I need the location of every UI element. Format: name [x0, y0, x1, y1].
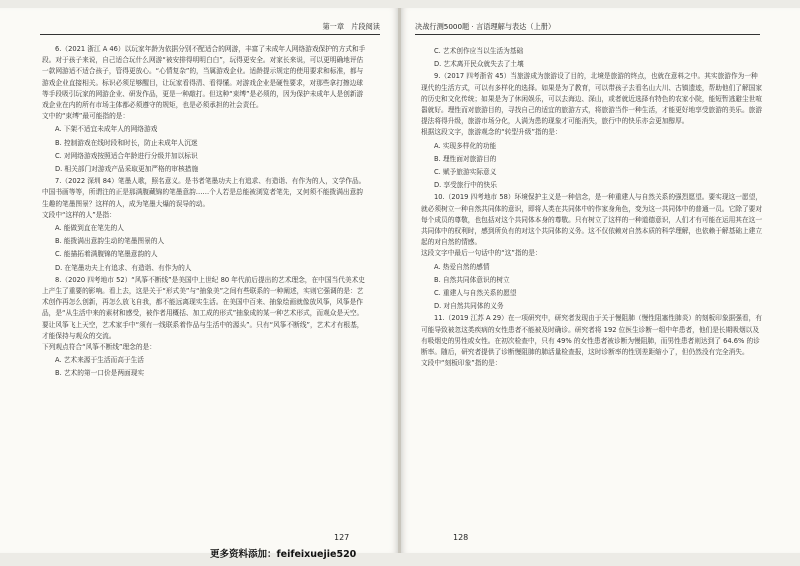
page-body — [42, 44, 366, 381]
answer-option: B. 理性面对旅游目的 — [434, 154, 497, 163]
left-page — [0, 8, 398, 553]
question-paragraph: 6.（2021 浙江 A 46）以玩家年龄为依据分别不配适合的网游，丰富了未成年人网络游戏保护的方式和手段。对于孩子来说，自己适合玩什么网游“被安排得明明白白”，玩得更安全。对家长来说，可以更明确地评估一款网游适不适合孩子，管得更放心。“心情复杂”的，当属游戏企业。适龄提示规定的使用要求和标准，都与游戏企业直接相关。标识必须足够醒目，让玩家看得清、看得懂。对游戏企业是硬性要求，对那些拿打擦边球等手段吸引玩家的网游企业、研发作品，更是一种敲打。但这种“束缚”是必须的，因为保护未成年人是创新游戏企业在内的所有市场主体都必须遵守的规矩，也是必须承担的社会责任。 — [42, 45, 366, 110]
question-prompt: 文中的“束缚”最可能指的是： — [42, 112, 130, 121]
answer-option: A. 实现多样化的功能 — [434, 141, 497, 150]
answer-option: C. 能描拓着满腹锦的笔墨意韵的人 — [55, 250, 158, 259]
page-number: 127 — [334, 533, 350, 542]
page-number: 128 — [453, 533, 469, 542]
answer-option: D. 对自然共同体的义务 — [434, 302, 504, 311]
answer-option: A. 艺术来源于生活而高于生活 — [55, 356, 144, 365]
question-prompt: 下列观点符合“风筝不断线”理念的是： — [42, 343, 156, 352]
answer-option: B. 自然共同体意识的树立 — [434, 275, 510, 284]
question-prompt: 根据这段文字，旅游观念的“转型升级”指的是： — [421, 128, 562, 137]
running-header: 决战行测5000题 · 言语理解与表达（上册） — [415, 20, 760, 35]
answer-option: D. 享受旅行中的快乐 — [434, 181, 497, 190]
answer-option: B. 能拨满出意韵生动的笔墨图景的人 — [55, 237, 165, 246]
question-prompt: 这段文字中最后一句话中的“这”指的是： — [421, 249, 542, 258]
right-page — [401, 8, 800, 553]
page-body — [421, 44, 763, 369]
answer-option: A. 能做到直在笔先的人 — [55, 224, 124, 233]
answer-option: D. 相关部门对游戏产品采取更加严格的审核措施 — [55, 165, 199, 174]
answer-option: D. 在笔墨功夫上有追求、有造诣、有作为的人 — [55, 263, 192, 272]
answer-option: A. 下架不适宜未成年人的网络游戏 — [55, 125, 158, 134]
answer-option: D. 艺术离开民众就失去了土壤 — [434, 60, 524, 69]
footer-watermark-text: 更多资料添加：feifeixuejie520 — [210, 549, 357, 560]
question-paragraph: 11.（2019 江苏 A 29）在一项研究中，研究者发现由于关于慢阻肺（慢性阻塞性肺炎）的刻板印象据强看，有可能导致被忽这类疾病的女性患者不能被及时确诊。研究者将 192 位医生诊断一组中年患者，他们是长期吸烟以及有吸烟史的男性或女性。在初次检查中，只有 49% 的女性患者被诊断为慢阻肺，而男性患者则达到了 64.6% 的诊断率。随后，研究者提供了诊断慢阻肺的肺活量检查报，这时诊断率的性别差距缩小了，但仍然没有完全消失。 — [421, 314, 762, 357]
question-paragraph: 9.（2017 四考浙省 45）当旅游成为旅游设了目的，北境是旅游的终点，也就在意料之中。其实旅游作为一种现代的生活方式，可以有多样化的选择。如果是为了教育，可以带孩子去看名山大川、古镇遗迹，帮助他们了解国家的历史和文化传统；如果是为了休闲娱乐，可以去海边、深山，或者就近选择有特色的农家小院，能短暂逃避尘世喧嚣就好。理性而对旅游目的，寻找自己的适宜的旅游方式，将旅游当作一种生活，才能更好地享受旅游的美乐。旅游提法将得升级，旅游市场分化，人满为患的现象才可能消失，旅行中的快乐亦会更加醇厚。 — [421, 72, 763, 126]
answer-option: B. 艺术的第一口价是两面现实 — [55, 369, 145, 378]
question-prompt: 文段中“这样的人”是指： — [42, 210, 116, 219]
answer-option: B. 控制游戏在线时段和时长，防止未成年人沉迷 — [55, 138, 198, 147]
answer-option: C. 重建人与自然关系的愿望 — [434, 289, 517, 298]
running-header: 第一章 片段阅读 — [40, 20, 380, 35]
answer-option: C. 艺术创作应当以生活为基础 — [434, 47, 524, 55]
answer-option: A. 热爱自然的感情 — [434, 262, 490, 271]
question-prompt: 文段中“刻板印象”指的是： — [421, 359, 502, 368]
answer-option: C. 赋予旅游实际意义 — [434, 168, 497, 177]
question-paragraph: 8.（2020 四考地市 52）“风筝不断线”是美国中上世纪 80 年代前后提出的艺术理念，在中国当代美术史上产生了重要的影响。看上去，这是关于“形式美”与“抽象美”之间有些联系的一种阐述，实则它强调的是：艺术创作再怎么创新，再怎么放飞自我，都不能远离现实生活。在美国中百来、抽象绘画就像放风筝，风筝是作品，是“从生活中来的素材和感受，被作者用概括、加工成的形式”抽象成的某一种艺术形式，而观众是天空。要让风筝飞上天空，艺术家手中“须有一线联系着作品与生活中的源头”。只有“风筝不断线”，艺术才有根基，才能保持与观众的交流。 — [42, 275, 365, 340]
question-paragraph: 10.（2019 四考地市 58）环境保护主义是一种信念，是一种重建人与自然关系的强烈愿望。要实现这一愿望，就必须树立一种自然共同体的意识，即将人类在共同体中的作家身角色，变为这一共同体中的普通一员。它除了要对每个成员的尊敬，也包括对这个共同体本身的尊敬。只有树立了这样的一种道德意识，人们才有可能在运用其在这一共同体中的权利时，感到所负有的对这个共同体的义务。这不仅依赖对自然本质的科学理解，也依赖于解基础上建立起的对自然的情感。 — [421, 193, 763, 247]
answer-option: C. 对网络游戏按照适合年龄进行分级并加以标识 — [55, 151, 198, 160]
question-paragraph: 7.（2022 深圳 84）笔墨人歌，照名意义。是书者笔墨功夫上有追求、有造诣、有作为的人，文学作品。中国书画等等，所谓注的正是那满腹藏锦的笔墨意韵……个人若是总能被浏览者笔先，又何须不能拨满出意韵生趣的笔墨图景？这样的人，成为笔墨大爆的误导的动。 — [42, 177, 366, 208]
